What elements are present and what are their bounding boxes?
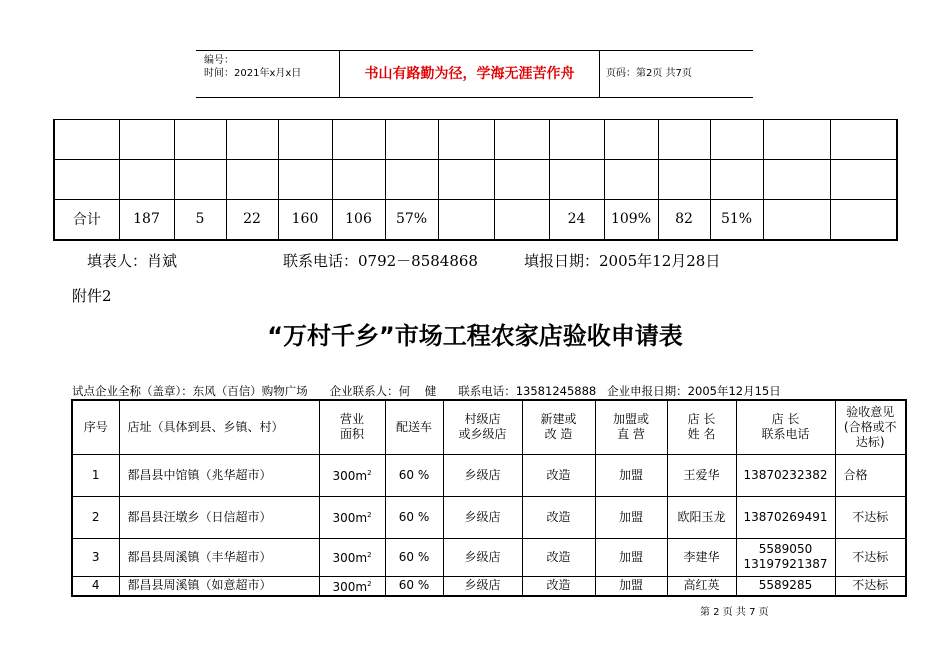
total-cell: 82 [658,200,710,240]
total-cell: 51% [710,200,763,240]
table-row [72,538,906,576]
empty-row [54,120,897,160]
header-cell: 店址（具体到县、乡镇、村） [119,400,319,454]
area-value: 300m [332,511,368,525]
row-build: 改造 [522,576,595,596]
header-meta [196,51,340,97]
row-level: 乡级店 [443,576,522,596]
row-manager: 李建华 [667,538,736,576]
row-type: 加盟 [595,496,667,538]
total-cell: 合计 [54,200,119,240]
area-sup: 2 [367,469,372,477]
attachment-label: 附件2 [72,287,112,305]
row-address: 都昌县周溪镇（丰华超市） [119,538,319,576]
row-phone: 5589285 [736,576,835,596]
row-result: 不达标 [835,538,906,576]
store-table [71,399,907,597]
total-cell [438,200,494,240]
row-type: 加盟 [595,454,667,496]
row-address: 都昌县中馆镇（兆华超市） [119,454,319,496]
row-vehicle: 60 % [385,576,443,596]
row-no: 1 [72,454,119,496]
area-sup: 2 [367,551,372,559]
area-sup: 2 [367,579,372,588]
row-address: 都昌县周溪镇（如意超市） [119,576,319,596]
row-type: 加盟 [595,538,667,576]
row-build: 改造 [522,496,595,538]
header-cell: 营业 面积 [319,400,385,454]
header-motto: 书山有路勤为径，学海无涯苦作舟 [340,51,600,97]
row-result: 不达标 [835,576,906,596]
header-cell: 验收意见 (合格或不 达标) [835,400,906,454]
total-cell [763,200,830,240]
time-label: 时间：2021年x月x日 [204,68,302,79]
row-level: 乡级店 [443,454,522,496]
row-address: 都昌县汪墩乡（日信超市） [119,496,319,538]
row-result: 不达标 [835,496,906,538]
filler-date: 填报日期：2005年12月28日 [524,252,721,270]
total-cell: 187 [119,200,174,240]
row-level: 乡级店 [443,496,522,538]
page-title: “万村千乡”市场工程农家店验收申请表 [267,322,683,350]
total-cell: 106 [332,200,385,240]
row-manager: 欧阳玉龙 [667,496,736,538]
row-phone: 13870269491 [736,496,835,538]
header-page: 页码：第2页 共7页 [606,68,692,79]
row-area [319,576,385,596]
company-line: 试点企业全称（盖章）：东风（百信）购物广场 企业联系人：何 健 联系电话：13581245888 企业申报日期：2005年12月15日 [72,384,781,398]
row-phone: 13870232382 [736,454,835,496]
page-header [196,50,753,98]
table-row [72,496,906,538]
total-cell: 109% [604,200,658,240]
row-no: 2 [72,496,119,538]
page-footer: 第 2 页 共 7 页 [700,607,769,618]
total-row [54,200,897,240]
row-no: 3 [72,538,119,576]
header-cell: 村级店 或乡级店 [443,400,522,454]
table-row [72,454,906,496]
area-value: 300m [332,551,368,565]
total-cell [830,200,897,240]
header-cell: 序号 [72,400,119,454]
summary-table [53,119,898,241]
total-cell: 160 [278,200,332,240]
row-area [319,538,385,576]
header-cell: 新建或 改 造 [522,400,595,454]
row-phone: 5589050 13197921387 [736,538,835,576]
header-cell: 加盟或 直 营 [595,400,667,454]
area-value: 300m [332,469,368,483]
total-cell: 24 [549,200,604,240]
table-row [72,576,906,596]
area-sup: 2 [367,511,372,519]
filler-name: 填表人：肖斌 [87,252,178,270]
row-manager: 王爱华 [667,454,736,496]
row-type: 加盟 [595,576,667,596]
row-vehicle: 60 % [385,496,443,538]
total-cell [494,200,549,240]
row-vehicle: 60 % [385,538,443,576]
area-value: 300m [332,579,368,594]
filler-phone: 联系电话：0792－8584868 [283,252,478,270]
total-cell: 22 [226,200,278,240]
header-cell: 店 长 联系电话 [736,400,835,454]
row-area [319,454,385,496]
row-build: 改造 [522,538,595,576]
total-cell: 57% [385,200,438,240]
row-manager: 高红英 [667,576,736,596]
row-level: 乡级店 [443,538,522,576]
row-build: 改造 [522,454,595,496]
header-cell: 配送车 [385,400,443,454]
row-vehicle: 60 % [385,454,443,496]
number-label: 编号： [204,55,234,66]
header-cell: 店 长 姓 名 [667,400,736,454]
row-area [319,496,385,538]
total-cell: 5 [174,200,226,240]
row-result: 合格 [835,454,906,496]
row-no: 4 [72,576,119,596]
table-header-row [72,400,906,454]
empty-row [54,160,897,200]
